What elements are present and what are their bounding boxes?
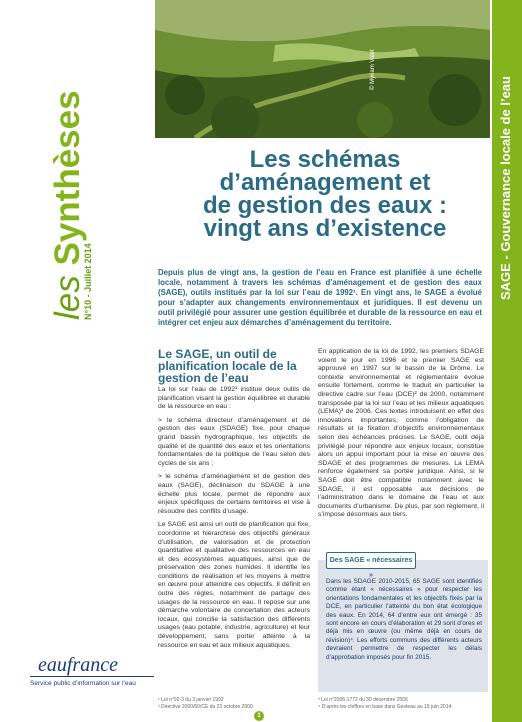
title-line: de gestion des eaux : <box>202 192 448 219</box>
left-paragraph: La loi sur l’eau de 1992¹ institue deux outils de planification visant la gestion équilibrée et durable de la ressource en eau : <box>158 386 310 411</box>
page-number: 1 <box>254 711 264 721</box>
info-box-text: Dans les SDAGE 2010-2015, 65 SAGE sont identifiés comme étant « nécessaires » pour respecter les orientations fondamentales et les objectifs fixés par la DCE, en particulier l’atteinte du bon état écologique des eaux. En 2014, 64 d’entre eux ont émergé : 35 sont encore en cours d’élaboration et 29 sont d’ores et déjà mis en œuvre (ou même déjà en cours de révision)⁴. Les efforts communs des différents acteurs devraient permettre de respecter les délais d’approbation imposés pour fin 2015. <box>326 578 482 661</box>
info-box-title: Des SAGE « nécessaires » <box>326 552 416 569</box>
eaufrance-logo: eaufrance <box>38 654 118 676</box>
logo-subtitle: Service public d’information sur l’eau <box>30 680 136 687</box>
footnote: ¹ Loi n°92-3 du 3 janvier 1992 <box>158 697 224 703</box>
section-title: Le SAGE, un outil de planification locale de la gestion de l’eau <box>158 347 297 385</box>
series-title <box>48 20 88 320</box>
title-line: Les schémas <box>249 146 401 173</box>
right-paragraph: En application de la loi de 1992, les premiers SDAGE voient le jour en 1996 et le premier SAGE est approuvé en 1997 sur le bassin de la Drôme. Le contexte environnemental et réglementaire évolue ensuite fortement, comme le traduit en particulier la directive cadre sur l’eau (DCE)² de 2000, notamment transposée par la loi sur l’eau et les milieux aquatiques (LEMA)³ de 2006. Ces textes introduisent en effet des innovations importantes, comme l’obligation de résultats et la fixation d’objectifs environnementaux selon des échéances précises. Le SAGE, outil déjà privilégié pour répondre aux enjeux locaux, constitue alors un appui important pour la mise en œuvre des SDAGE et des programmes de mesures. La LEMA renforce également sa portée juridique. Ainsi, si le SAGE doit être compatible notamment avec le SDAGE, il est opposable aux décisions de l’administration dans le domaine de l’eau et aux documents d’urbanisme. De plus, par son règlement, il s’impose désormais aux tiers. <box>318 348 484 519</box>
photo-credit <box>370 20 380 100</box>
landscape-photo <box>155 0 490 138</box>
issue-number <box>83 210 99 330</box>
left-paragraph: > le schéma directeur d’aménagement et de gestion des eaux (SDAGE) fixe, pour chaque grand bassin hydrographique, les objectifs de qualité et de quantité des eaux et les orientations fondamentales de la politique de l’eau selon des cycles de six ans ; <box>158 416 310 467</box>
title-line: d’aménagement et <box>219 169 431 196</box>
title-line: vingt ans d’existence <box>203 215 447 242</box>
footnote: ³ Loi n°2006-1772 du 30 décembre 2006 <box>318 697 408 703</box>
photo-credit-text: © Myriam Valet <box>370 49 376 90</box>
left-band <box>0 0 140 722</box>
logo-divider <box>30 676 154 677</box>
landscape-photo-drawing <box>155 0 490 138</box>
footnote: ⁴ D’après les chiffres en base dans Gesteau au 19 juin 2014. <box>318 704 453 710</box>
left-paragraph: > le schéma d’aménagement et de gestion des eaux (SAGE), déclinaison du SDAGE à une échelle plus locale, permet de répondre aux enjeux spécifiques de certains territoires et vise à résoudre des conflits d’usage. <box>158 473 310 515</box>
intro-paragraph: Depuis plus de vingt ans, la gestion de l’eau en France est planifiée à une échelle locale, notamment à travers les schémas d’aménagement et de gestion des eaux (SAGE), outils institués par la loi sur l’eau de 1992¹. En vingt ans, le SAGE a évolué pour s’adapter aux changements environnementaux et juridiques. Il est devenu un outil privilégié pour assurer une gestion équilibrée et durable de la ressource en eau et intégrer cet enjeu aux démarches d’aménagement du territoire. <box>158 268 482 327</box>
issue-text: N°10 - Juillet 2014 <box>83 243 93 320</box>
side-band <box>492 0 522 722</box>
right-column <box>318 348 484 525</box>
left-column <box>158 386 310 655</box>
series-syntheses: Synthèses <box>48 90 87 266</box>
footnote: ² Directive 2000/60/CE du 23 octobre 2000 <box>158 704 253 710</box>
footnotes-left <box>158 697 318 711</box>
series-les: les <box>48 275 87 320</box>
footnotes-right <box>318 697 488 711</box>
page-title <box>160 148 490 240</box>
left-paragraph: Le SAGE est ainsi un outil de planification qui fixe, coordonne et hiérarchise des objectifs généraux d’utilisation, de valorisation et de protection quantitative et qualitative des ressources en eau et des écosystèmes aquatiques, ainsi que de préservation des zones humides. Il identifie les conditions de réalisation et les moyens à mettre en œuvre pour atteindre ces objectifs. Il définit en outre des règles, notamment de partage des usages de la ressource en eau. Il repose sur une démarche volontaire de concertation des acteurs locaux, qui concilie la satisfaction des différents usages (eau potable, industrie, agriculture) et leur développement, sans porter atteinte à la ressource en eau et aux milieux aquatiques. <box>158 521 310 649</box>
side-band-text: SAGE - Gouvernance locale de l’eau <box>498 76 513 300</box>
